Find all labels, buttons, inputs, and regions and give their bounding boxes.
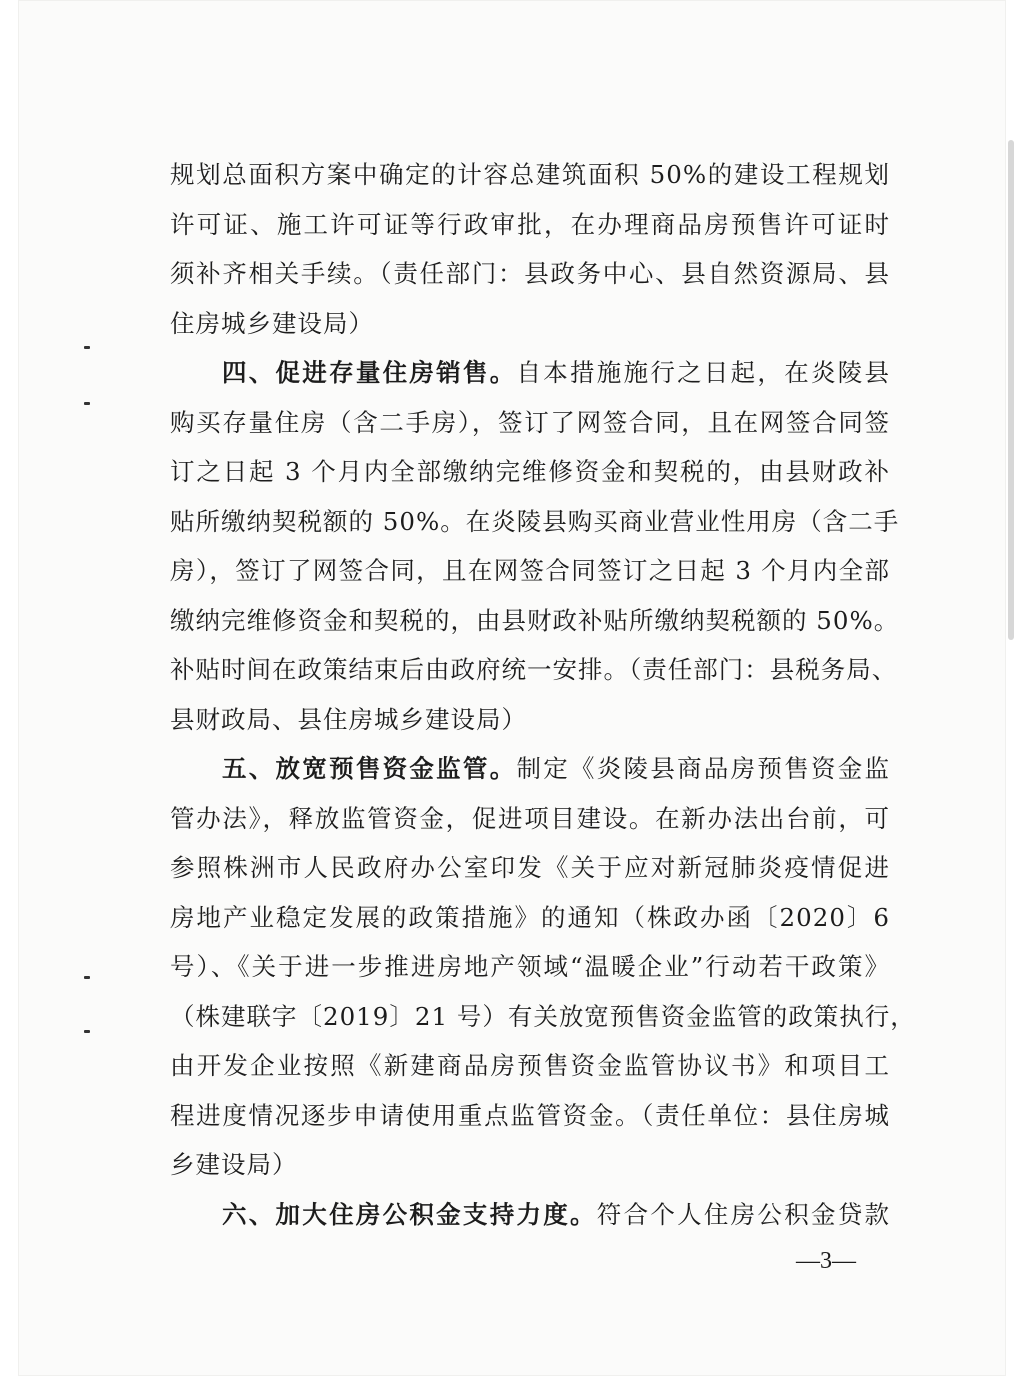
section-six-line (170, 1190, 890, 1240)
body-line: 须补齐相关手续。（责任部门：县政务中心、县自然资源局、县 (170, 259, 890, 288)
body-line: 许可证、施工许可证等行政审批，在办理商品房预售许可证时 (170, 209, 890, 239)
document-page (18, 0, 1006, 1376)
scan-mark (84, 402, 90, 405)
section-four-line (170, 348, 890, 398)
scan-mark (84, 1030, 90, 1033)
body-line: 乡建设局） (170, 1150, 298, 1179)
body-line: 订之日起 3 个月内全部缴纳完维修资金和契税的，由县财政补 (170, 457, 890, 486)
body-line: 号）、《关于进一步推进房地产领域“温暖企业”行动若干政策》 (170, 952, 890, 981)
body-line: 房地产业稳定发展的政策措施》的通知（株政办函〔2020〕6 (170, 902, 890, 932)
section-five-line (170, 744, 890, 794)
section-six-heading: 六、加大住房公积金支持力度。 (222, 1199, 597, 1229)
body-line: 县财政局、县住房城乡建设局） (170, 704, 527, 734)
section-four-heading: 四、促进存量住房销售。 (222, 358, 517, 387)
body-line: 由开发企业按照《新建商品房预售资金监管协议书》和项目工 (170, 1051, 890, 1080)
scrollbar-thumb[interactable] (1008, 140, 1014, 640)
body-line: 缴纳完维修资金和契税的，由县财政补贴所缴纳契税额的 50%。 (170, 605, 900, 635)
body-line: 购买存量住房（含二手房），签订了网签合同，且在网签合同签 (170, 407, 890, 437)
page-number: —3— (796, 1248, 856, 1274)
body-line: 管办法》，释放监管资金，促进项目建设。在新办法出台前，可 (170, 803, 890, 833)
section-five-heading: 五、放宽预售资金监管。 (222, 754, 517, 783)
body-line: 贴所缴纳契税额的 50%。在炎陵县购买商业营业性用房（含二手 (170, 506, 900, 536)
section-four-lead-text: 自本措施施行之日起，在炎陵县 (516, 358, 891, 387)
body-line: 房），签订了网签合同，且在网签合同签订之日起 3 个月内全部 (170, 556, 890, 585)
body-line: 参照株洲市人民政府办公室印发《关于应对新冠肺炎疫情促进 (170, 853, 890, 882)
section-six-lead-text: 符合个人住房公积金贷款 (596, 1199, 891, 1229)
body-line: 程进度情况逐步申请使用重点监管资金。（责任单位：县住房城 (170, 1100, 890, 1130)
body-line: 住房城乡建设局） (170, 308, 374, 338)
body-line: 补贴时间在政策结束后由政府统一安排。（责任部门：县税务局、 (170, 655, 898, 684)
body-line: 规划总面积方案中确定的计容总建筑面积 50%的建设工程规划 (170, 160, 890, 189)
section-five-lead-text: 制定《炎陵县商品房预售资金监 (516, 754, 891, 783)
body-line: （株建联字〔2019〕21 号）有关放宽预售资金监管的政策执行， (170, 1001, 916, 1031)
scan-mark (84, 346, 90, 349)
scan-mark (84, 976, 90, 979)
document-body (170, 150, 916, 1239)
